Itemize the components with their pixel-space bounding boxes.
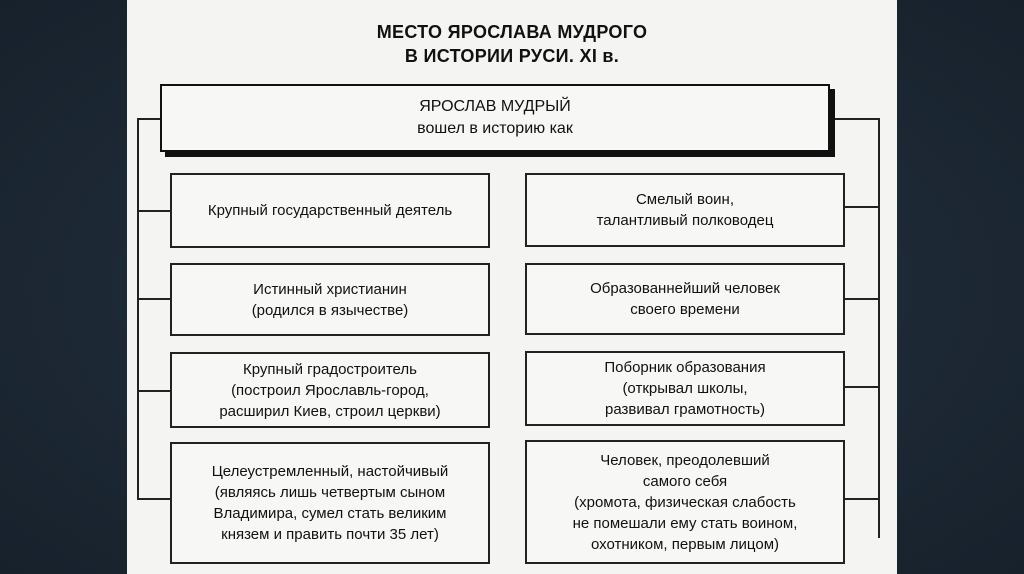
left-box-christian xyxy=(170,263,490,336)
box-text-line: (открывал школы, xyxy=(622,380,748,397)
box-text-line: Целеустремленный, настойчивый xyxy=(211,463,449,480)
box-text-line: (родился в язычестве) xyxy=(251,301,409,319)
left-connector-3 xyxy=(137,390,170,392)
box-text-line: развивал грамотность) xyxy=(605,401,765,418)
box-text-line: князем и править почти 35 лет) xyxy=(221,526,439,543)
right-box-education-champion xyxy=(525,351,845,426)
right-connector-vertical xyxy=(878,118,880,538)
box-text-line: Крупный градостроитель xyxy=(243,360,417,378)
box-text-line: охотником, первым лицом) xyxy=(590,535,779,553)
left-connector-1 xyxy=(137,210,170,212)
left-connector-vertical xyxy=(137,118,139,500)
left-connector-top xyxy=(137,118,161,120)
right-connector-3 xyxy=(845,386,880,388)
box-text-line: Поборник образования xyxy=(604,359,766,376)
title-line-2: В ИСТОРИИ РУСИ. XI в. xyxy=(404,46,620,66)
box-text-line: Человек, преодолевший xyxy=(600,451,770,469)
box-text-line: (построил Ярославль-город, xyxy=(231,381,429,399)
right-connector-top xyxy=(832,118,880,120)
box-text-line: талантливый полководец xyxy=(596,212,774,229)
box-text-line: своего времени xyxy=(630,301,740,318)
box-text-line: (хромота, физическая слабость xyxy=(574,493,796,511)
title-line-1: МЕСТО ЯРОСЛАВА МУДРОГО xyxy=(376,22,648,42)
left-box-purposeful xyxy=(170,442,490,564)
left-connector-2 xyxy=(137,298,170,300)
box-text-line: самого себя xyxy=(642,472,728,490)
box-text-line: расширил Киев, строил церкви) xyxy=(219,402,441,420)
right-box-self-overcoming xyxy=(525,440,845,564)
box-text-line: Владимира, сумел стать великим xyxy=(213,505,447,522)
left-box-statesman xyxy=(170,173,490,248)
box-text-line: не помешали ему стать воином, xyxy=(572,514,798,532)
box-text-line: (являясь лишь четвертым сыном xyxy=(214,484,446,501)
header-line-2: вошел в историю как xyxy=(417,120,573,137)
left-connector-4 xyxy=(137,498,170,500)
diagram-sheet xyxy=(127,0,897,574)
box-text-line: Крупный государственный деятель xyxy=(207,202,453,219)
header-line-1: ЯРОСЛАВ МУДРЫЙ xyxy=(419,98,571,115)
left-box-builder xyxy=(170,352,490,428)
diagram-title xyxy=(127,20,897,68)
right-box-warrior xyxy=(525,173,845,247)
box-text-line: Смелый воин, xyxy=(635,191,735,208)
right-connector-2 xyxy=(845,298,880,300)
header-box xyxy=(160,84,830,152)
box-text-line: Образованнейший человек xyxy=(590,280,780,297)
right-box-educated xyxy=(525,263,845,335)
box-text-line: Истинный христианин xyxy=(253,280,407,298)
right-connector-1 xyxy=(845,206,880,208)
right-connector-4 xyxy=(845,498,880,500)
